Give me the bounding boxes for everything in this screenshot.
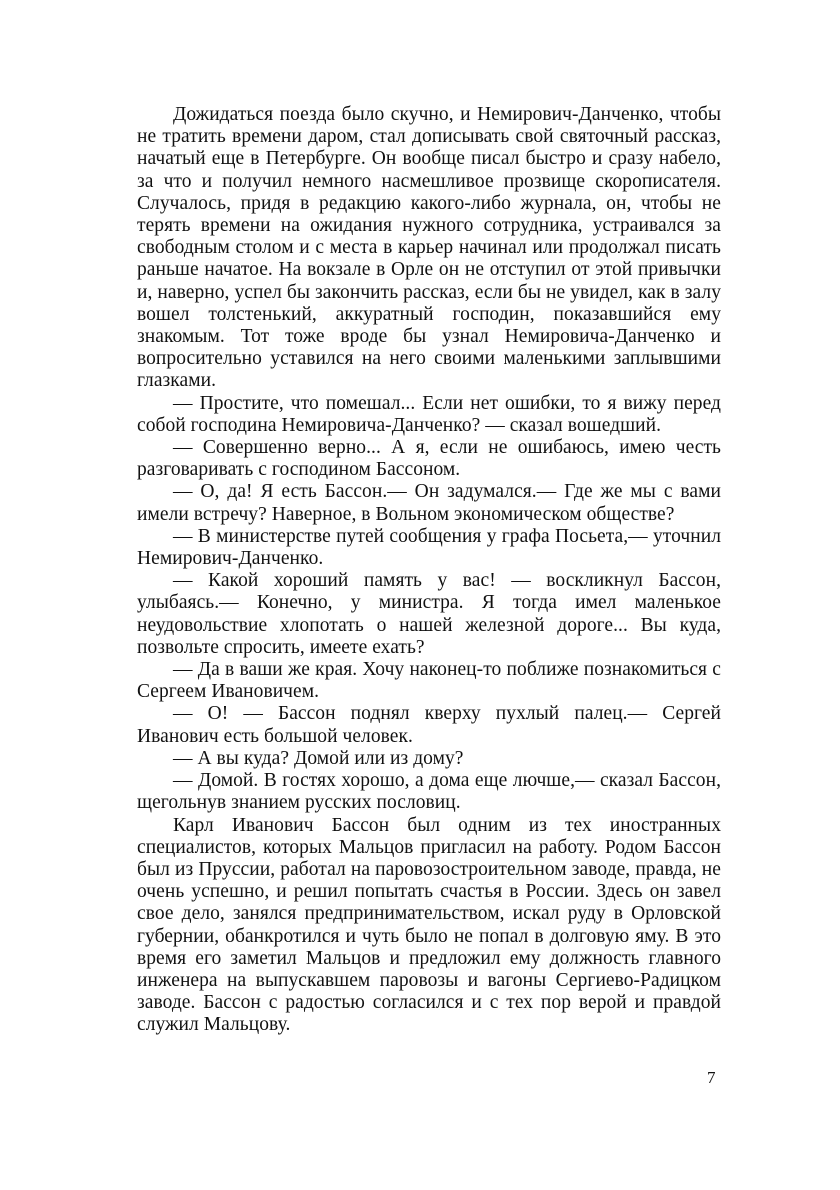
paragraph: — Совершенно верно... А я, если не ошибаюсь, имею честь разговаривать с господином Бассоном. [137, 437, 721, 481]
paragraph: — Домой. В гостях хорошо, а дома еще лючше,— сказал Бассон, щегольнув знанием русских пословиц. [137, 770, 721, 814]
paragraph: — А вы куда? Домой или из дому? [173, 747, 464, 769]
page-number: 7 [707, 1068, 716, 1087]
paragraph: — В министерстве путей сообщения у графа Посьета,— уточнил Немирович-Данченко. [137, 525, 721, 570]
paragraph: — О, да! Я есть Бассон.— Он задумался.— Где же мы с вами имели встречу? Наверное, в Вольном экономическом обществе? [137, 481, 721, 525]
paragraph: — Какой хороший память у вас! — воскликнул Бассон, улыбаясь.— Конечно, у министра. Я тогда имел маленькое неудовольствие хлопотать о нашей железной дороге... Вы куда, позвольте спросить, имеете ехать? [137, 570, 721, 658]
paragraph: — Простите, что помешал... Если нет ошибки, то я вижу перед собой господина Немировича-Данченко? — сказал вошедший. [137, 392, 721, 436]
paragraph: — Да в ваши же края. Хочу наконец-то поближе познакомиться с Сергеем Ивановичем. [137, 659, 721, 703]
body-text [137, 104, 721, 1037]
paragraph: Дожидаться поезда было скучно, и Немирович-Данченко, чтобы не тратить времени даром, стал дописывать свой святочный рассказ, начатый еще в Петербурге. Он вообще писал быстро и сразу набело, за что и получил немного насмешливое прозвище скорописателя. Случалось, придя в редакцию какого-либо журнала, он, чтобы не терять времени на ожидания нужного сотрудника, устраивался за свободным столом и с места в карьер начинал или продолжал писать раньше начатое. На вокзале в Орле он не отступил от этой привычки и, наверно, успел бы закончить рассказ, если бы не увидел, как в залу вошел толстенький, аккуратный господин, показавшийся ему знакомым. Тот тоже вроде бы узнал Немировича-Данченко и вопросительно уставился на него своими маленькими заплывшими глазками. [137, 104, 721, 392]
paragraph: — О! — Бассон поднял кверху пухлый палец.— Сергей Иванович есть большой человек. [137, 703, 721, 747]
paragraph: Карл Иванович Бассон был одним из тех иностранных специалистов, которых Мальцов пригласил на работу. Родом Бассон был из Пруссии, работал на паровозостроительном заводе, правда, не очень успешно, и решил попытать счастья в России. Здесь он завел свое дело, занялся предпринимательством, искал руду в Орловской губернии, обанкротился и чуть было не попал в долговую яму. В это время его заметил Мальцов и предложил ему должность главного инженера на выпускавшем паровозы и вагоны Сергиево-Радицком заводе. Бассон с радостью согласился и с тех пор верой и правдой служил Мальцову. [137, 814, 721, 1036]
